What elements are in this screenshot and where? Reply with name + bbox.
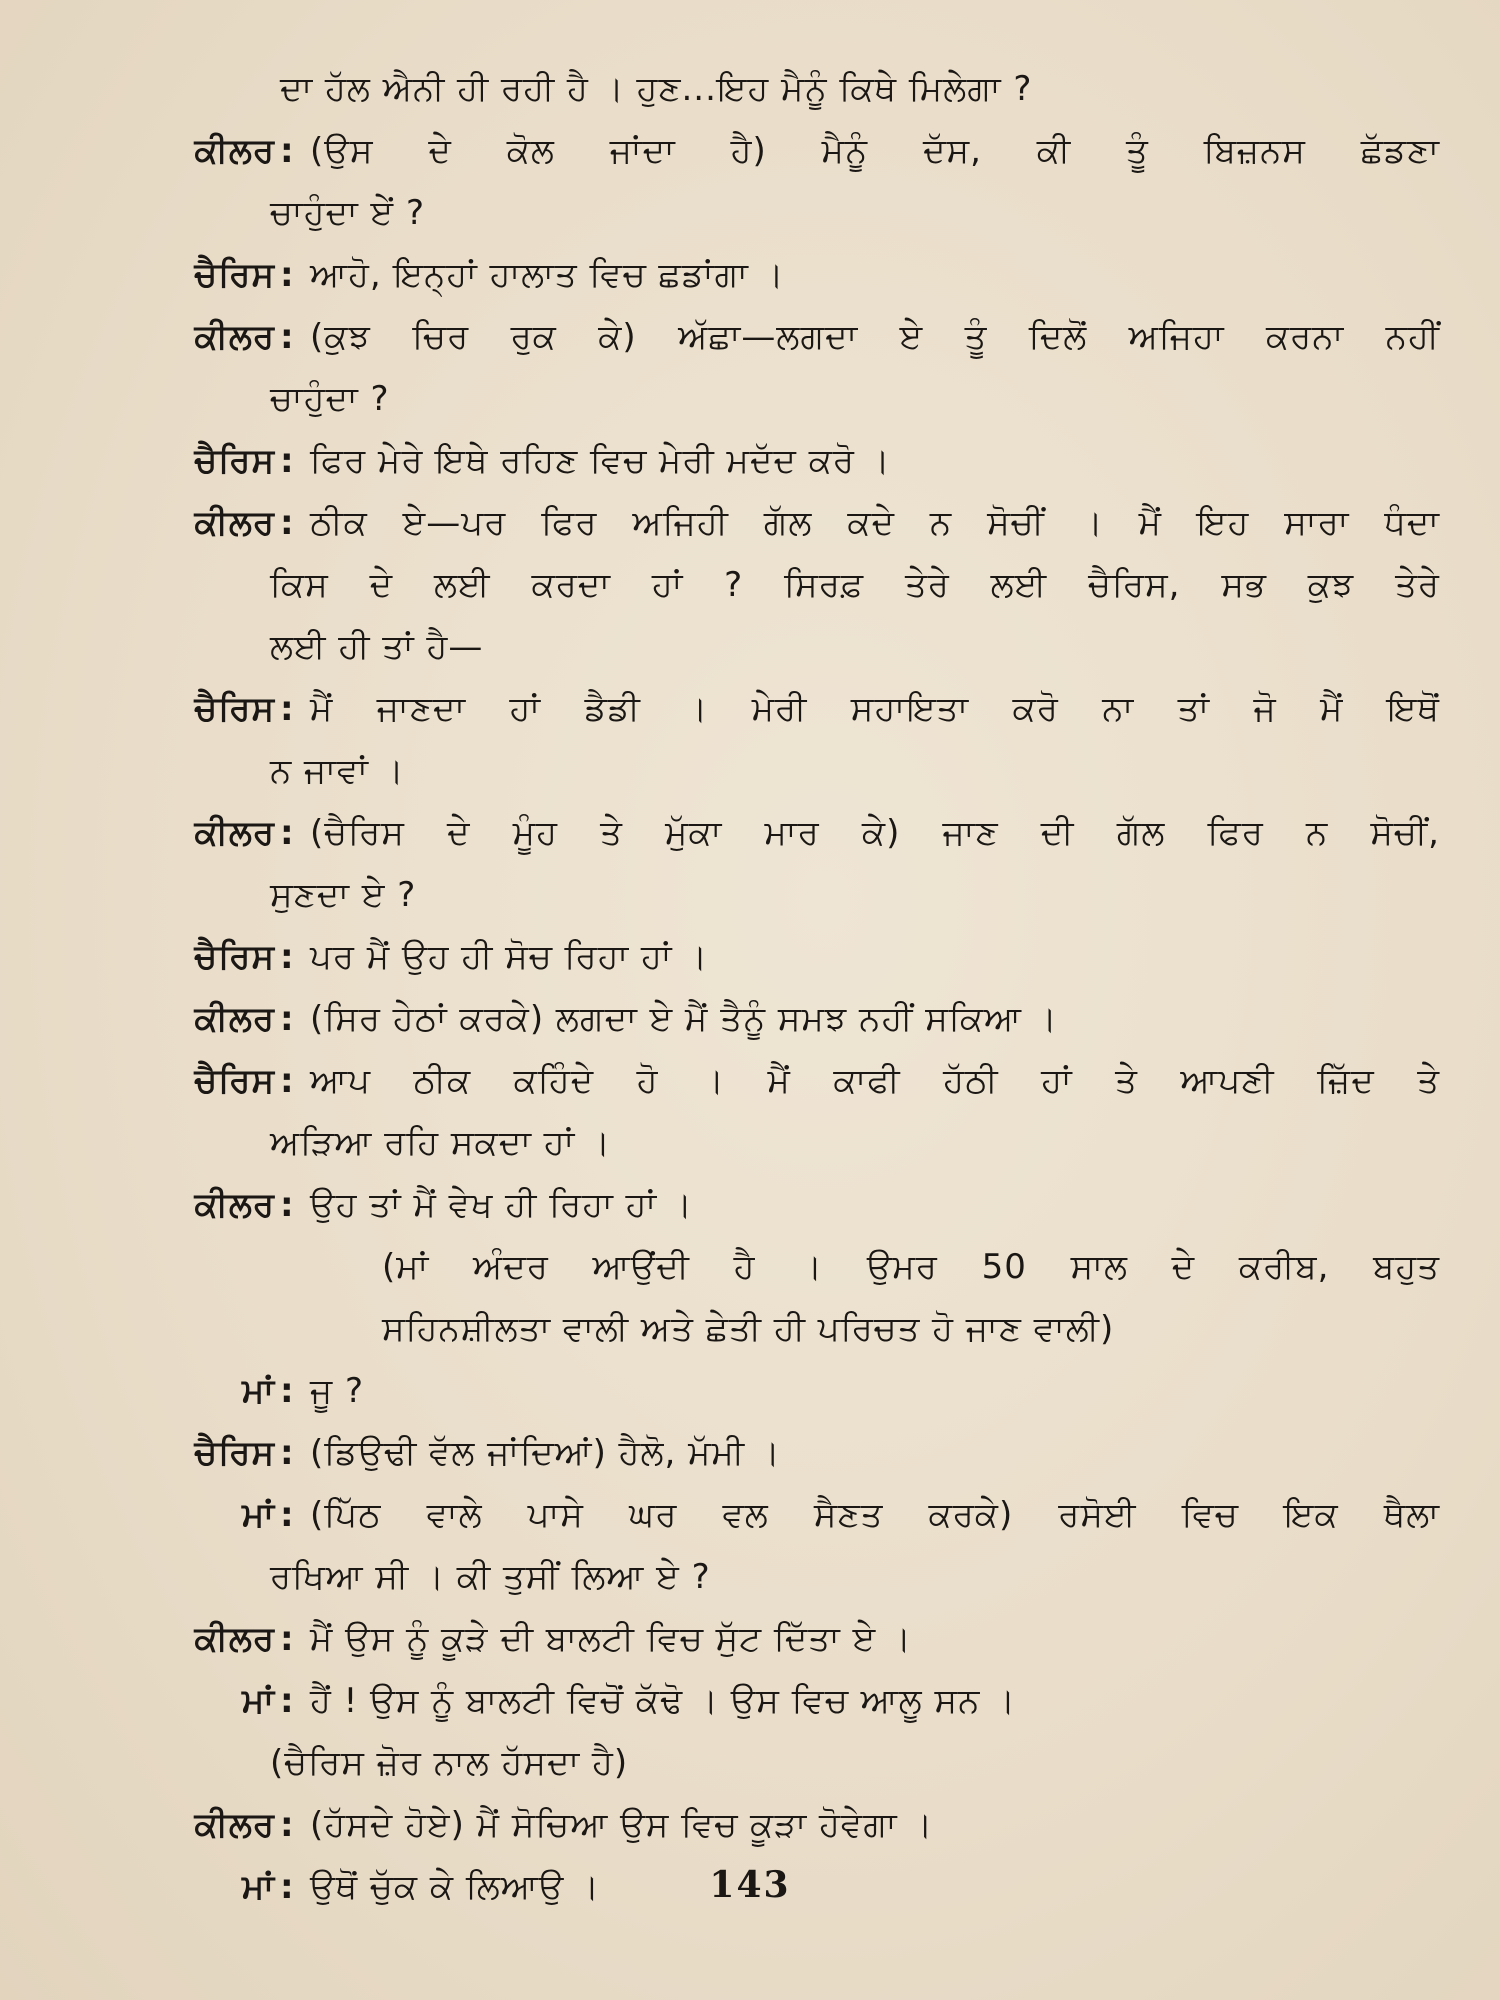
speaker-name: ਮਾਂ — [242, 1371, 275, 1411]
speaker-colon: : — [280, 255, 295, 295]
dialogue-line — [110, 120, 1440, 182]
dialogue-text: (ਚੈਰਿਸ ਜ਼ੋਰ ਨਾਲ ਹੱਸਦਾ ਹੈ) — [270, 1743, 629, 1783]
dialogue-line — [110, 244, 1440, 306]
speaker-name: ਕੀਲਰ — [194, 131, 275, 171]
dialogue-text: ਆਪ ਠੀਕ ਕਹਿੰਦੇ ਹੋ । ਮੈਂ ਕਾਫੀ ਹੱਠੀ ਹਾਂ ਤੇ ਆਪਣੀ ਜ਼ਿੱਦ ਤੇ — [310, 1061, 1440, 1101]
dialogue-line — [110, 182, 1440, 244]
dialogue-line — [110, 1546, 1440, 1608]
dialogue-line — [110, 1112, 1440, 1174]
dialogue-text: ਠੀਕ ਏ—ਪਰ ਫਿਰ ਅਜਿਹੀ ਗੱਲ ਕਦੇ ਨ ਸੋਚੀਂ । ਮੈਂ ਇਹ ਸਾਰਾ ਧੰਦਾ — [310, 503, 1440, 543]
dialogue-line — [110, 430, 1440, 492]
dialogue-text: ਰਖਿਆ ਸੀ । ਕੀ ਤੁਸੀਂ ਲਿਆ ਏ ? — [270, 1557, 711, 1597]
dialogue-line — [110, 1174, 1440, 1236]
speaker-colon: : — [280, 999, 295, 1039]
speaker-name: ਚੈਰਿਸ — [194, 1061, 275, 1101]
speaker-name: ਚੈਰਿਸ — [194, 937, 275, 977]
stage-direction: ਸਹਿਨਸ਼ੀਲਤਾ ਵਾਲੀ ਅਤੇ ਛੇਤੀ ਹੀ ਪਰਿਚਤ ਹੋ ਜਾਣ ਵਾਲੀ) — [382, 1309, 1115, 1349]
speaker-colon: : — [280, 1185, 295, 1225]
dialogue-text: ਆਹੋ, ਇਨ੍ਹਾਂ ਹਾਲਾਤ ਵਿਚ ਛਡਾਂਗਾ । — [310, 255, 785, 295]
speaker-colon: : — [280, 503, 295, 543]
dialogue-line — [110, 1050, 1440, 1112]
speaker-name: ਕੀਲਰ — [194, 1805, 275, 1845]
dialogue-line — [110, 616, 1440, 678]
dialogue-text: ਮੈਂ ਜਾਣਦਾ ਹਾਂ ਡੈਡੀ । ਮੇਰੀ ਸਹਾਇਤਾ ਕਰੋ ਨਾ ਤਾਂ ਜੋ ਮੈਂ ਇਥੋਂ — [310, 689, 1440, 729]
speaker-colon: : — [280, 317, 295, 357]
speaker-name: ਮਾਂ — [242, 1495, 275, 1535]
speaker-colon: : — [280, 1495, 295, 1535]
dialogue-line — [110, 678, 1440, 740]
speaker-name: ਕੀਲਰ — [194, 503, 275, 543]
dialogue-line — [110, 1608, 1440, 1670]
dialogue-text: ਜੂ ? — [310, 1371, 365, 1411]
speaker-colon: : — [280, 1805, 295, 1845]
dialogue-line — [110, 864, 1440, 926]
speaker-colon: : — [280, 1619, 295, 1659]
dialogue-line — [110, 1732, 1440, 1794]
dialogue-line — [110, 926, 1440, 988]
speaker-colon: : — [280, 1433, 295, 1473]
speaker-name: ਕੀਲਰ — [194, 317, 275, 357]
dialogue-text: ਚਾਹੁੰਦਾ ? — [270, 379, 390, 419]
speaker-name: ਚੈਰਿਸ — [194, 1433, 275, 1473]
dialogue-line — [110, 1298, 1440, 1360]
dialogue-line — [110, 368, 1440, 430]
speaker-colon: : — [280, 1371, 295, 1411]
dialogue-line — [110, 988, 1440, 1050]
dialogue-line — [110, 740, 1440, 802]
dialogue-line — [110, 1484, 1440, 1546]
dialogue-text: ਦਾ ਹੱਲ ਐਨੀ ਹੀ ਰਹੀ ਹੈ । ਹੁਣ...ਇਹ ਮੈਨੂੰ ਕਿਥੇ ਮਿਲੇਗਾ ? — [280, 69, 1033, 109]
dialogue-line — [110, 1236, 1440, 1298]
dialogue-text: ਲਈ ਹੀ ਤਾਂ ਹੈ— — [270, 627, 484, 667]
dialogue-text: (ਡਿਉਢੀ ਵੱਲ ਜਾਂਦਿਆਂ) ਹੈਲੋ, ਮੱਮੀ । — [310, 1433, 781, 1473]
speaker-name: ਕੀਲਰ — [194, 1619, 275, 1659]
speaker-colon: : — [280, 441, 295, 481]
speaker-name: ਕੀਲਰ — [194, 999, 275, 1039]
speaker-colon: : — [280, 1867, 295, 1907]
page-number: 143 — [709, 1864, 791, 1906]
dialogue-text: ਕਿਸ ਦੇ ਲਈ ਕਰਦਾ ਹਾਂ ? ਸਿਰਫ਼ ਤੇਰੇ ਲਈ ਚੈਰਿਸ, ਸਭ ਕੁਝ ਤੇਰੇ — [270, 565, 1440, 605]
dialogue-text: ਸੁਣਦਾ ਏ ? — [270, 875, 417, 915]
dialogue-text: (ਕੁਝ ਚਿਰ ਰੁਕ ਕੇ) ਅੱਛਾ—ਲਗਦਾ ਏ ਤੂੰ ਦਿਲੋਂ ਅਜਿਹਾ ਕਰਨਾ ਨਹੀਂ — [310, 317, 1440, 357]
speaker-name: ਚੈਰਿਸ — [194, 441, 275, 481]
dialogue-line — [110, 1670, 1440, 1732]
dialogue-line — [110, 802, 1440, 864]
dialogue-text: (ਉਸ ਦੇ ਕੋਲ ਜਾਂਦਾ ਹੈ) ਮੈਨੂੰ ਦੱਸ, ਕੀ ਤੂੰ ਬਿਜ਼ਨਸ ਛੱਡਣਾ — [310, 131, 1440, 171]
speaker-name: ਮਾਂ — [242, 1681, 275, 1721]
dialogue-text: ਮੈਂ ਉਸ ਨੂੰ ਕੂੜੇ ਦੀ ਬਾਲਟੀ ਵਿਚ ਸੁੱਟ ਦਿੱਤਾ ਏ । — [310, 1619, 912, 1659]
dialogue-text: ਉਥੋਂ ਚੁੱਕ ਕੇ ਲਿਆਉ । — [310, 1867, 601, 1907]
dialogue-text: (ਹੱਸਦੇ ਹੋਏ) ਮੈਂ ਸੋਚਿਆ ਉਸ ਵਿਚ ਕੂੜਾ ਹੋਵੇਗਾ । — [310, 1805, 934, 1845]
speaker-colon: : — [280, 813, 295, 853]
dialogue-line — [110, 58, 1440, 120]
dialogue-line — [110, 1422, 1440, 1484]
dialogue-text: ਹੈਂ ! ਉਸ ਨੂੰ ਬਾਲਟੀ ਵਿਚੋਂ ਕੱਢੋ । ਉਸ ਵਿਚ ਆਲੂ ਸਨ । — [310, 1681, 1017, 1721]
dialogue-text: (ਸਿਰ ਹੇਠਾਂ ਕਰਕੇ) ਲਗਦਾ ਏ ਮੈਂ ਤੈਨੂੰ ਸਮਝ ਨਹੀਂ ਸਕਿਆ । — [310, 999, 1058, 1039]
speaker-colon: : — [280, 1061, 295, 1101]
speaker-name: ਚੈਰਿਸ — [194, 689, 275, 729]
dialogue-line — [110, 492, 1440, 554]
speaker-colon: : — [280, 937, 295, 977]
speaker-colon: : — [280, 689, 295, 729]
dialogue-text: ਅੜਿਆ ਰਹਿ ਸਕਦਾ ਹਾਂ । — [270, 1123, 611, 1163]
dialogue-line — [110, 554, 1440, 616]
dialogue-line — [110, 1360, 1440, 1422]
dialogue-line — [110, 306, 1440, 368]
dialogue-text: ਚਾਹੁੰਦਾ ਏਂ ? — [270, 193, 426, 233]
dialogue-text: (ਚੈਰਿਸ ਦੇ ਮੂੰਹ ਤੇ ਮੁੱਕਾ ਮਾਰ ਕੇ) ਜਾਣ ਦੀ ਗੱਲ ਫਿਰ ਨ ਸੋਚੀਂ, — [310, 813, 1440, 853]
stage-direction: (ਮਾਂ ਅੰਦਰ ਆਉਂਦੀ ਹੈ । ਉਮਰ 50 ਸਾਲ ਦੇ ਕਰੀਬ, ਬਹੁਤ — [382, 1247, 1440, 1287]
dialogue-text: ਉਹ ਤਾਂ ਮੈਂ ਵੇਖ ਹੀ ਰਿਹਾ ਹਾਂ । — [310, 1185, 693, 1225]
dialogue-line — [110, 1794, 1440, 1856]
speaker-name: ਚੈਰਿਸ — [194, 255, 275, 295]
dialogue-text: ਪਰ ਮੈਂ ਉਹ ਹੀ ਸੋਚ ਰਿਹਾ ਹਾਂ । — [310, 937, 709, 977]
speaker-colon: : — [280, 131, 295, 171]
speaker-name: ਕੀਲਰ — [194, 813, 275, 853]
dialogue-text: (ਪਿੱਠ ਵਾਲੇ ਪਾਸੇ ਘਰ ਵਲ ਸੈਣਤ ਕਰਕੇ) ਰਸੋਈ ਵਿਚ ਇਕ ਥੈਲਾ — [310, 1495, 1440, 1535]
speaker-name: ਮਾਂ — [242, 1867, 275, 1907]
speaker-colon: : — [280, 1681, 295, 1721]
dialogue-text: ਨ ਜਾਵਾਂ । — [270, 751, 405, 791]
play-text — [110, 58, 1440, 1918]
dialogue-text: ਫਿਰ ਮੇਰੇ ਇਥੇ ਰਹਿਣ ਵਿਚ ਮੇਰੀ ਮਦੱਦ ਕਰੋ । — [310, 441, 891, 481]
speaker-name: ਕੀਲਰ — [194, 1185, 275, 1225]
